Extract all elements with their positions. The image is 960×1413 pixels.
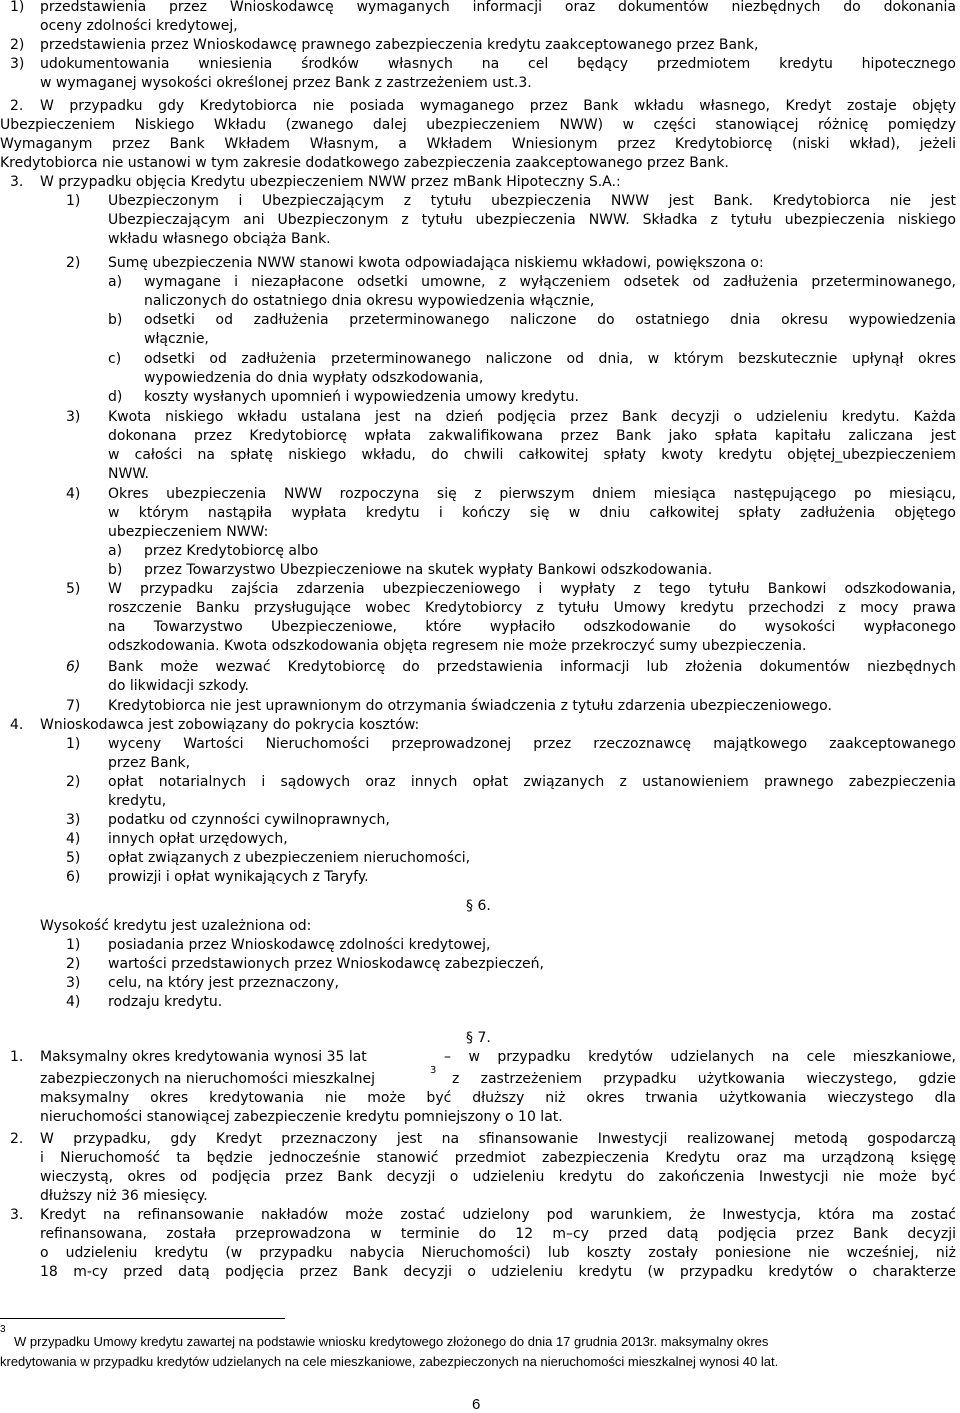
paragraph-number: 2. [10,1131,24,1147]
list-item-text: Ubezpieczającym ani Ubezpieczonym z tytułu ubezpieczenia NWW. Składka z tytułu ubezpieczenia niskiego [108,212,956,228]
list-number: 2) [10,37,25,53]
sublist-text: wymagane i niezapłacone odsetki umowne, z wyłączeniem odsetek od zadłużenia przeterminowanego, [144,274,956,290]
list-item-text: NWW. [108,466,150,482]
list-item-text: posiadania przez Wnioskodawcę zdolności kredytowej, [108,937,491,953]
list-item-text: udokumentowania wniesienia środków własnych na cel będący przedmiotem kredytu hipotecznego [40,56,956,72]
paragraph-line: o udzieleniu kredytu (w przypadku nabycia Nieruchomości) lub koszty zostały poniesione nie wcześniej, niż [40,1245,956,1261]
list-item-text: rodzaju kredytu. [108,994,223,1010]
sublist-text: wypowiedzenia do dnia wypłaty odszkodowania, [144,370,484,386]
paragraph-line: W przypadku gdy Kredytobiorca nie posiada wymaganego przez Bank wkładu własnego, Kredyt zostaje objęty [40,98,956,114]
sublist-letter: a) [108,543,123,559]
list-number: 3) [66,975,81,991]
page-number: 6 [472,1396,481,1413]
sublist-letter: b) [108,562,123,578]
list-number: 6) [66,869,81,885]
list-number: 3) [10,56,25,72]
list-item-text: przedstawienia przez Wnioskodawcę prawnego zabezpieczenia kredytu zaakceptowanego przez Bank, [40,37,759,53]
footnote-mark: 3 [0,1324,6,1335]
sublist-text: odsetki od zadłużenia przeterminowanego naliczone od dnia, w którym bezskutecznie upłynął okres [144,351,956,367]
paragraph-intro: Wnioskodawca jest zobowiązany do pokrycia kosztów: [40,717,420,733]
paragraph-line: wieczystą, okres od podjęcia przez Bank decyzji o udzieleniu kredytu do zakończenia Inwestycji nie może być [40,1169,956,1185]
list-item-text: wkładu własnego obciąża Bank. [108,231,331,247]
paragraph-intro: W przypadku objęcia Kredytu ubezpieczeniem NWW przez mBank Hipoteczny S.A.: [40,174,621,190]
sublist-text: koszty wysłanych upomnień i wypowiedzenia umowy kredytu. [144,389,580,405]
footnote-text: W przypadku Umowy kredytu zawartej na podstawie wniosku kredytowego złożonego do dnia 17 grudnia 2013r. maksymalny okres [14,1334,769,1349]
list-number: 3) [66,812,81,828]
sublist-text: włącznie, [144,331,209,347]
section-heading: § 6. [466,898,491,914]
list-number: 2) [66,774,81,790]
sublist-letter: d) [108,389,123,405]
list-item-text: Kwota niskiego wkładu ustalana jest na dzień podjęcia przez Bank decyzji o udzieleniu kredytu. Każda [108,409,956,425]
paragraph-line: Kredyt na refinansowanie nakładów może zostać udzielony pod warunkiem, że Inwestycja, która ma zostać [40,1207,956,1223]
list-item-text: podatku od czynności cywilnoprawnych, [108,812,390,828]
list-item-text: przedstawienia przez Wnioskodawcę wymaganych informacji oraz dokumentów niezbędnych do dokonania [40,0,956,15]
list-item-text: w którym nastąpiła wypłata kredytu i kończy się w dniu całkowitej spłaty zadłużenia objętego [108,505,956,521]
footnote-reference: 3 [430,1065,437,1076]
list-item-text: w wymaganej wysokości określonej przez Bank z zastrzeżeniem ust.3. [40,75,532,91]
list-number: 5) [66,850,81,866]
list-item-text: dokonana przez Kredytobiorcę wpłata zakwalifikowana przez Bank jako spłata kapitału zaliczana jest [108,428,956,444]
list-number: 4) [66,831,81,847]
list-number: 1) [66,736,81,752]
footnote-text: kredytowania w przypadku kredytów udzielanych na cele mieszkaniowe, zabezpieczonych na nieruchomości mieszkalnej wynosi 40 lat. [0,1354,779,1369]
list-item-text: do likwidacji szkody. [108,678,249,694]
list-item-text: Kredytobiorca nie jest uprawnionym do otrzymania świadczenia z tytułu zdarzenia ubezpieczeniowego. [108,698,832,714]
paragraph-line: – w przypadku kredytów udzielanych na cele mieszkaniowe, [444,1049,956,1065]
list-item-text: opłat notarialnych i sądowych oraz innych opłat związanych z ustanowieniem prawnego zabezpieczenia [108,774,956,790]
list-item-text: kredytu, [108,793,167,809]
list-item-text: W przypadku zajścia zdarzenia ubezpieczeniowego i wypłaty z tego tytułu Bankowi odszkodowania, [108,581,956,597]
list-item-text: ubezpieczeniem NWW: [108,524,269,540]
list-item-text: odszkodowania. Kwota odszkodowania objęta regresem nie może przekroczyć sumy ubezpieczenia. [108,638,807,654]
list-item-text: roszczenie Banku przysługujące wobec Kredytobiorcy z tytułu Umowy kredytu przechodzi z mocy prawa [108,600,956,616]
footnote-separator [0,1318,285,1319]
list-number: 6) [66,659,81,675]
paragraph-line: maksymalny okres kredytowania nie może być dłuższy niż okres trwania użytkowania wieczystego dla [40,1090,956,1106]
paragraph-number: 1. [10,1049,24,1065]
paragraph-line: 18 m-cy przed datą podjęcia przez Bank decyzji o udzieleniu kredytu (w przypadku kredytów o charakterze [40,1264,956,1280]
sublist-text: przez Kredytobiorcę albo [144,543,319,559]
paragraph-line: refinansowana, została przeprowadzona w terminie do 12 m–cy przed datą podjęcia przez Bank decyzji [40,1226,956,1242]
list-number: 1) [66,937,81,953]
list-number: 1) [10,0,25,15]
list-item-text: Bank może wezwać Kredytobiorcę do przedstawienia informacji lub złożenia dokumentów niezbędnych [108,659,956,675]
list-item-text: prowizji i opłat wynikających z Taryfy. [108,869,369,885]
paragraph-number: 2. [10,98,24,114]
list-item-text: wartości przedstawionych przez Wnioskodawcę zabezpieczeń, [108,956,544,972]
list-number: 3) [66,409,81,425]
list-number: 4) [66,994,81,1010]
list-number: 2) [66,255,81,271]
list-item-text: Ubezpieczonym i Ubezpieczającym z tytułu ubezpieczenia NWW jest Bank. Kredytobiorca nie jest [108,193,956,209]
paragraph-line: nieruchomości stanowiącej zabezpieczenie kredytu pomniejszony o 10 lat. [40,1109,563,1125]
list-item-text: innych opłat urzędowych, [108,831,288,847]
paragraph-line: Ubezpieczeniem Niskiego Wkładu (zwanego dalej ubezpieczeniem NWW) w części stanowiącej różnicę pomiędzy [0,117,956,133]
paragraph-line: Maksymalny okres kredytowania wynosi 35 lat [40,1049,367,1065]
paragraph-line: z zastrzeżeniem przypadku użytkowania wieczystego, gdzie [452,1071,956,1087]
list-number: 2) [66,956,81,972]
section-heading: § 7. [466,1030,491,1046]
paragraph-number: 3. [10,174,24,190]
list-item-text: przez Bank, [108,755,191,771]
list-item-text: oceny zdolności kredytowej, [40,18,238,34]
sublist-letter: a) [108,274,123,290]
paragraph-number: 3. [10,1207,24,1223]
sublist-text: odsetki od zadłużenia przeterminowanego naliczone do ostatniego dnia okresu wypowiedzenia [144,312,956,328]
list-number: 5) [66,581,81,597]
list-item-text: Sumę ubezpieczenia NWW stanowi kwota odpowiadająca niskiemu wkładowi, powiększona o: [108,255,764,271]
paragraph-line: Kredytobiorca nie ustanowi w tym zakresie dodatkowego zabezpieczenia zaakceptowanego przez Bank. [0,155,729,171]
list-item-text: opłat związanych z ubezpieczeniem nieruchomości, [108,850,471,866]
list-item-text: w całości na spłatę niskiego wkładu, do chwili całkowitej spłaty kwoty kredytu objętej_ubezpieczeniem [108,447,956,463]
paragraph-line: W przypadku, gdy Kredyt przeznaczony jest na sfinansowanie Inwestycji realizowanej metodą gospodarczą [40,1131,956,1147]
paragraph-line: zabezpieczonych na nieruchomości mieszkalnej [40,1071,376,1087]
list-item-text: na Towarzystwo Ubezpieczeniowe, które wypłaciło odszkodowanie do wysokości wypłaconego [108,619,956,635]
sublist-text: naliczonych do ostatniego dnia okresu wypowiedzenia włącznie, [144,293,595,309]
sublist-text: przez Towarzystwo Ubezpieczeniowe na skutek wypłaty Bankowi odszkodowania. [144,562,713,578]
paragraph-number: 4. [10,717,24,733]
paragraph-line: i Nieruchomość ta będzie jednocześnie stanowić przedmiot zabezpieczenia Kredytu oraz ma urządzoną księgę [40,1150,956,1166]
list-item-text: Okres ubezpieczenia NWW rozpoczyna się z pierwszym dniem miesiąca następującego po miesiącu, [108,486,956,502]
list-item-text: wyceny Wartości Nieruchomości przeprowadzonej przez rzeczoznawcę majątkowego zaakceptowanego [108,736,956,752]
sublist-letter: b) [108,312,123,328]
paragraph-line: Wymaganym przez Bank Wkładem Własnym, a Wkładem Wniesionym przez Kredytobiorcę (niski wkład), jeżeli [0,136,956,152]
list-number: 4) [66,486,81,502]
section-intro: Wysokość kredytu jest uzależniona od: [40,918,312,934]
paragraph-line: dłuższy niż 36 miesięcy. [40,1188,208,1204]
list-item-text: celu, na który jest przeznaczony, [108,975,339,991]
sublist-letter: c) [108,351,122,367]
list-number: 1) [66,193,81,209]
list-number: 7) [66,698,81,714]
